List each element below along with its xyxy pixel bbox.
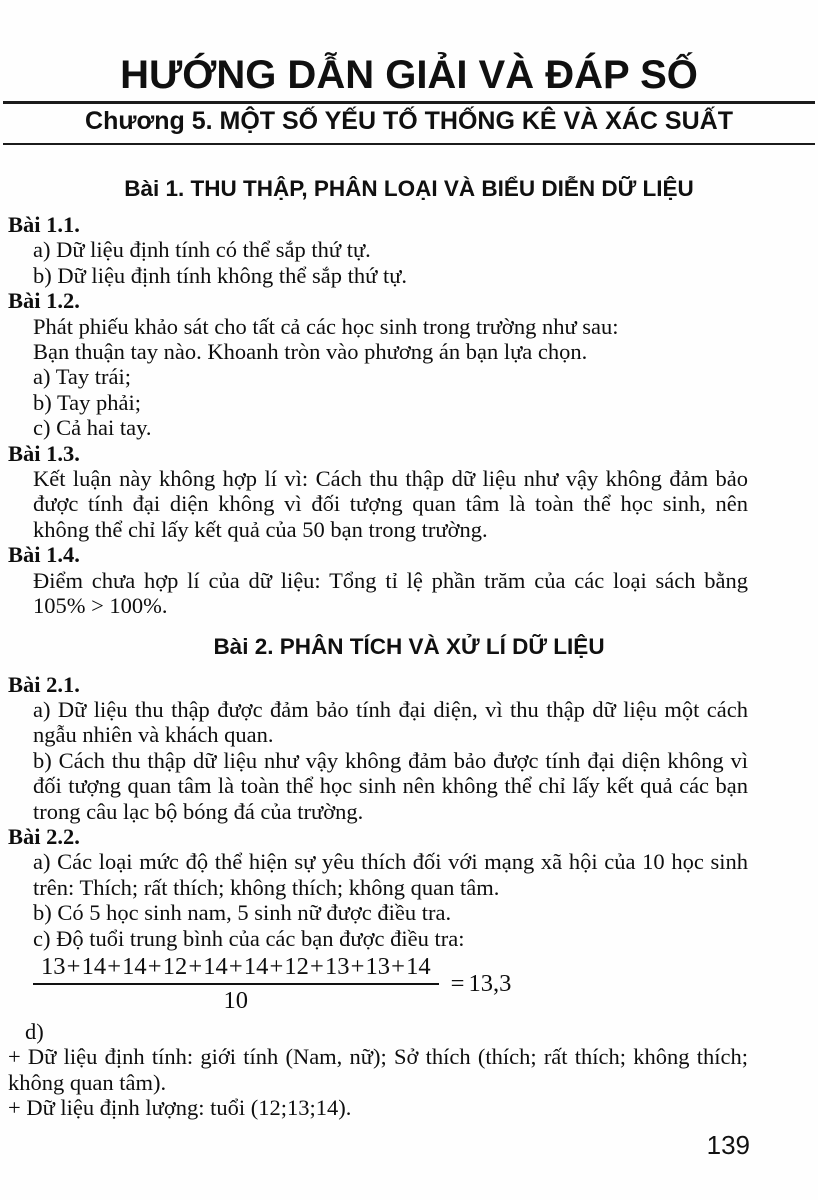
- ex-1-1-answer-b: b) Dữ liệu định tính không thể sắp thứ tự.: [33, 262, 408, 288]
- ex-2-2-answer-c: c) Độ tuổi trung bình của các bạn được điều tra:: [33, 925, 465, 951]
- ex-2-2-answer-d2: + Dữ liệu định lượng: tuổi (12;13;14).: [8, 1095, 352, 1121]
- average-age-formula: [8, 954, 748, 1014]
- formula-result: = 13,3: [450, 970, 512, 998]
- ex-2-1-answer-a: a) Dữ liệu thu thập được đảm bảo tính đại diện, vì thu thập dữ liệu một cách ngẫu nhiên và khách quan.: [33, 696, 748, 748]
- ex-1-4-label: Bài 1.4.: [8, 542, 80, 568]
- ex-2-2-answer-b: b) Có 5 học sinh nam, 5 sinh nữ được điều tra.: [33, 900, 452, 926]
- ex-1-2-intro-2: Bạn thuận tay nào. Khoanh tròn vào phương án bạn lựa chọn.: [33, 339, 588, 365]
- ex-1-2-option-b: b) Tay phải;: [33, 389, 141, 415]
- fraction-denominator: 10: [223, 986, 249, 1014]
- ex-1-3-label: Bài 1.3.: [8, 440, 80, 466]
- ex-1-3-answer: Kết luận này không hợp lí vì: Cách thu thập dữ liệu như vậy không đảm bảo được tính đại diện không vì đối tượng quan tâm là toàn thể học sinh, nên không thể chỉ lấy kết quả của 50 bạn trong trường.: [33, 466, 748, 542]
- chapter-heading: Chương 5. MỘT SỐ YẾU TỐ THỐNG KÊ VÀ XÁC SUẤT: [85, 107, 733, 135]
- ex-1-4-answer: Điểm chưa hợp lí của dữ liệu: Tổng tỉ lệ phần trăm của các loại sách bằng 105% > 100%.: [33, 567, 748, 619]
- page-number: 139: [706, 1130, 750, 1160]
- formula-fraction: [33, 954, 439, 1014]
- ex-1-2-intro-1: Phát phiếu khảo sát cho tất cả các học sinh trong trường như sau:: [33, 313, 619, 339]
- ex-1-2-option-a: a) Tay trái;: [33, 364, 131, 390]
- ex-2-2-answer-d1: + Dữ liệu định tính: giới tính (Nam, nữ); Sở thích (thích; rất thích; không thích; không quan tâm).: [8, 1044, 748, 1095]
- ex-2-1-answer-b: b) Cách thu thập dữ liệu như vậy không đảm bảo được tính đại diện không vì đối tượng quan tâm là toàn thể học sinh nên không thể chỉ lấy kết quả các bạn trong câu lạc bộ bóng đá của trường.: [33, 747, 748, 824]
- lesson-1-content: [0, 212, 818, 619]
- lesson-2-heading: Bài 2. PHÂN TÍCH VÀ XỬ LÍ DỮ LIỆU: [213, 633, 605, 659]
- lesson-1-heading: Bài 1. THU THẬP, PHÂN LOẠI VÀ BIỂU DIỄN DỮ LIỆU: [124, 176, 694, 201]
- ex-2-2-answer-a: a) Các loại mức độ thể hiện sự yêu thích đối với mạng xã hội của 10 học sinh trên: Thích; rất thích; không thích; không quan tâm.: [33, 849, 748, 900]
- ex-2-2-label: Bài 2.2.: [8, 823, 80, 849]
- ex-1-1-label: Bài 1.1.: [8, 212, 80, 237]
- ex-1-2-label: Bài 1.2.: [8, 288, 80, 314]
- ex-2-1-label: Bài 2.1.: [8, 671, 80, 697]
- page-title: HƯỚNG DẪN GIẢI VÀ ĐÁP SỐ: [120, 53, 698, 97]
- ex-1-1-answer-a: a) Dữ liệu định tính có thể sắp thứ tự.: [33, 237, 371, 263]
- ex-1-2-option-c: c) Cả hai tay.: [33, 415, 152, 441]
- lesson-2-content: [0, 672, 818, 1121]
- ex-2-2-answer-d-label: d): [25, 1018, 44, 1044]
- fraction-numerator: 13 + 14 + 14 + 12 + 14 + 14 + 12 + 13 + 13 + 14: [41, 952, 431, 980]
